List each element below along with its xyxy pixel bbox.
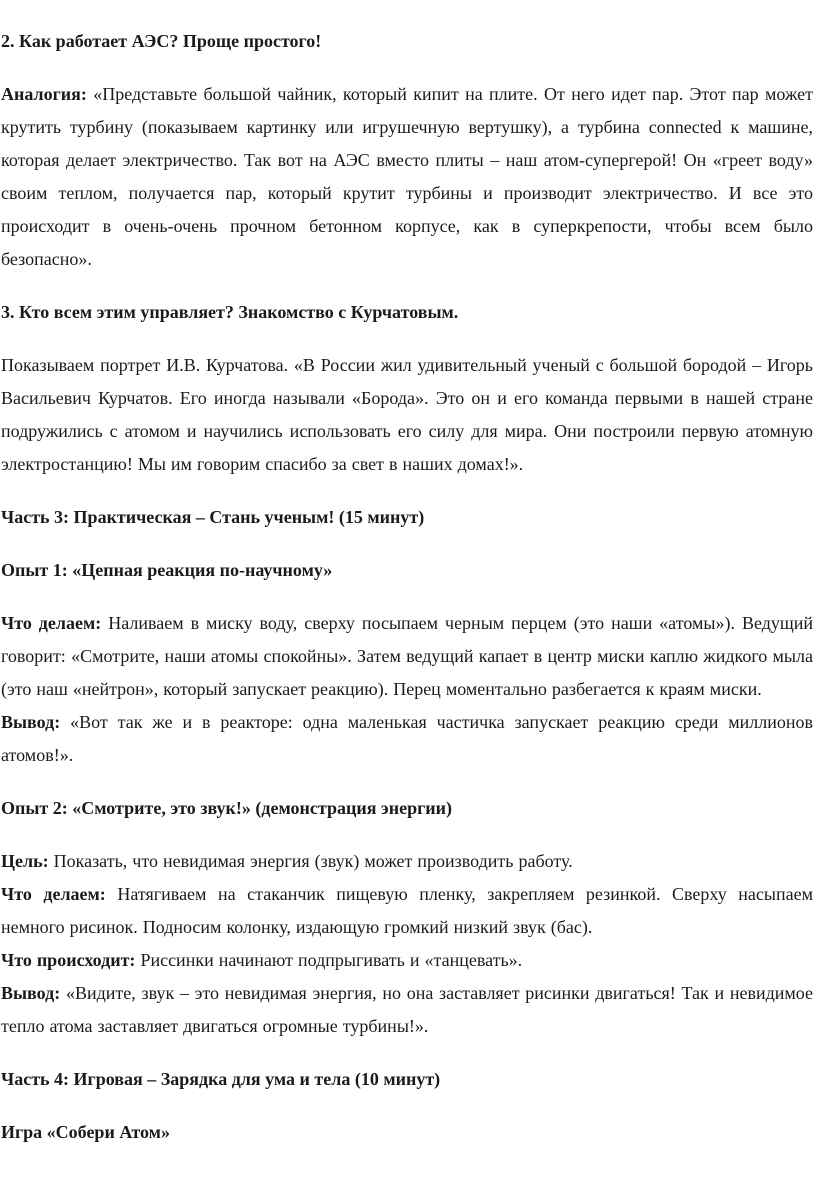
experiment-1-what-paragraph	[1, 607, 813, 706]
section-2-analogy-paragraph	[1, 78, 813, 276]
experiment-2-what-paragraph	[1, 878, 813, 944]
game-heading: Игра «Собери Атом»	[1, 1122, 170, 1142]
experiment-2-goal-paragraph	[1, 845, 813, 878]
experiment-2-heading: Опыт 2: «Смотрите, это звук!» (демонстрация энергии)	[1, 798, 452, 818]
experiment-1-heading: Опыт 1: «Цепная реакция по-научному»	[1, 560, 333, 580]
analogy-label: Аналогия:	[1, 84, 87, 104]
experiment-2-goal-text: Показать, что невидимая энергия (звук) может производить работу.	[48, 851, 573, 871]
part-4-heading: Часть 4: Игровая – Зарядка для ума и тела (10 минут)	[1, 1069, 441, 1089]
document-body	[1, 25, 813, 1149]
analogy-text: «Представьте большой чайник, который кипит на плите. От него идет пар. Этот пар может крутить турбину (показываем картинку или игрушечную вертушку), а турбина connected к машине, которая делает электричество. Так вот на АЭС вместо плиты – наш атом-супергерой! Он «греет воду» своим теплом, получается пар, который крутит турбины и производит электричество. И все это происходит в очень-очень прочном бетонном корпусе, как в суперкрепости, чтобы всем было безопасно».	[1, 84, 813, 269]
experiment-2-happens-paragraph	[1, 944, 813, 977]
experiment-2-what-label: Что делаем:	[1, 884, 106, 904]
experiment-2-conclusion-text: «Видите, звук – это невидимая энергия, но она заставляет рисинки двигаться! Так и невидимое тепло атома заставляет двигаться огромные турбины!».	[1, 983, 813, 1036]
section-2-heading: 2. Как работает АЭС? Проще простого!	[1, 31, 322, 51]
experiment-1-conclusion-text: «Вот так же и в реакторе: одна маленькая частичка запускает реакцию среди миллионов атомов!».	[1, 712, 813, 765]
experiment-2-conclusion-paragraph	[1, 977, 813, 1043]
experiment-2-goal-label: Цель:	[1, 851, 49, 871]
experiment-1-conclusion-label: Вывод:	[1, 712, 61, 732]
experiment-1-what-label: Что делаем:	[1, 613, 102, 633]
experiment-2-happens-text: Риссинки начинают подпрыгивать и «танцевать».	[135, 950, 523, 970]
section-3-heading: 3. Кто всем этим управляет? Знакомство с Курчатовым.	[1, 302, 459, 322]
experiment-1-conclusion-paragraph	[1, 706, 813, 772]
experiment-2-happens-label: Что происходит:	[1, 950, 136, 970]
experiment-2-conclusion-label: Вывод:	[1, 983, 61, 1003]
experiment-1-what-text: Наливаем в миску воду, сверху посыпаем черным перцем (это наши «атомы»). Ведущий говорит: «Смотрите, наши атомы спокойны». Затем ведущий капает в центр миски каплю жидкого мыла (это наш «нейтрон», который запускает реакцию). Перец моментально разбегается к краям миски.	[1, 613, 813, 699]
part-3-heading: Часть 3: Практическая – Стань ученым! (15 минут)	[1, 507, 425, 527]
experiment-2-what-text: Натягиваем на стаканчик пищевую пленку, закрепляем резинкой. Сверху насыпаем немного рисинок. Подносим колонку, издающую громкий низкий звук (бас).	[1, 884, 813, 937]
section-3-paragraph: Показываем портрет И.В. Курчатова. «В России жил удивительный ученый с большой бородой – Игорь Васильевич Курчатов. Его иногда называли «Борода». Это он и его команда первыми в нашей стране подружились с атомом и научились использовать его силу для мира. Они построили первую атомную электростанцию! Мы им говорим спасибо за свет в наших домах!».	[1, 355, 813, 474]
